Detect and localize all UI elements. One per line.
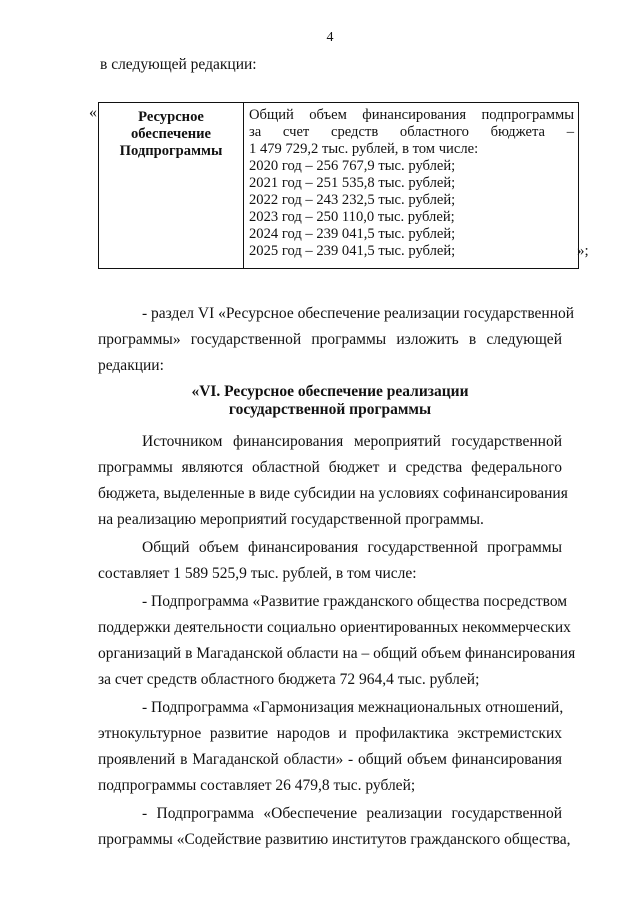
text-line: этнокультурное развитие народов и профилактика экстремистских xyxy=(98,725,562,742)
text-line: программы «Содействие развитию институтов гражданского общества, xyxy=(98,831,571,848)
label-line: Ресурсное xyxy=(138,109,204,125)
text-line: программы являются областной бюджет и средства федерального xyxy=(98,459,562,476)
text-line: редакции: xyxy=(98,357,164,374)
document-body xyxy=(98,301,576,853)
text-line: программы» государственной программы изложить в следующей xyxy=(98,331,562,348)
text-line: проявлений в Магаданской области» - общий объем финансирования xyxy=(98,751,562,768)
section-intro-paragraph xyxy=(98,301,575,379)
subprogram-item-1 xyxy=(98,589,576,693)
text-line: Источником финансирования мероприятий государственной xyxy=(142,433,562,450)
text-line: составляет 1 589 525,9 тыс. рублей, в том числе: xyxy=(98,565,417,582)
year-line: 2023 год – 250 110,0 тыс. рублей; xyxy=(249,209,455,225)
year-line: 2020 год – 256 767,9 тыс. рублей; xyxy=(249,158,456,174)
page-number: 4 xyxy=(326,30,334,45)
quote-open: « xyxy=(89,104,97,121)
total-paragraph xyxy=(98,535,562,587)
text-line: Общий объем финансирования государственной программы xyxy=(142,539,562,556)
heading-line: государственной программы xyxy=(228,401,432,418)
text-line: - Подпрограмма «Обеспечение реализации государственной xyxy=(142,805,562,822)
quote-close: »; xyxy=(577,243,589,259)
subprogram-item-3 xyxy=(98,801,571,853)
resource-label-cell xyxy=(99,103,244,269)
text-line: - Подпрограмма «Гармонизация межнациональных отношений, xyxy=(142,699,564,716)
text-line: за счет средств областного бюджета 72 964,4 тыс. рублей; xyxy=(98,671,480,688)
year-line: 2022 год – 243 232,5 тыс. рублей; xyxy=(249,192,456,208)
content-line: Общий объем финансирования подпрограммы xyxy=(249,107,574,123)
text-line: подпрограммы составляет 26 479,8 тыс. рублей; xyxy=(98,777,416,794)
text-line: на реализацию мероприятий государственной программы. xyxy=(98,511,484,528)
resource-content-cell xyxy=(244,103,579,269)
resource-table xyxy=(98,102,579,269)
intro-text: в следующей редакции: xyxy=(100,56,257,73)
text-line: организаций в Магаданской области на – общий объем финансирования xyxy=(98,645,576,662)
section-heading xyxy=(98,383,562,419)
year-line: 2021 год – 251 535,8 тыс. рублей; xyxy=(249,175,456,191)
content-line: 1 479 729,2 тыс. рублей, в том числе: xyxy=(249,141,479,157)
content-line: за счет средств областного бюджета – xyxy=(249,124,574,140)
text-line: - Подпрограмма «Развитие гражданского общества посредством xyxy=(142,593,568,610)
text-line: поддержки деятельности социально ориентированных некоммерческих xyxy=(98,619,571,636)
year-line: 2025 год – 239 041,5 тыс. рублей; xyxy=(249,243,456,259)
year-line: 2024 год – 239 041,5 тыс. рублей; xyxy=(249,226,456,242)
label-line: Подпрограммы xyxy=(119,143,223,159)
label-line: обеспечение xyxy=(130,126,212,142)
subprogram-item-2 xyxy=(98,695,562,799)
text-line: бюджета, выделенные в виде субсидии на условиях софинансирования xyxy=(98,485,568,502)
heading-line: «VI. Ресурсное обеспечение реализации xyxy=(191,383,469,400)
text-line: - раздел VI «Ресурсное обеспечение реализации государственной xyxy=(142,305,575,322)
sources-paragraph xyxy=(98,429,568,533)
